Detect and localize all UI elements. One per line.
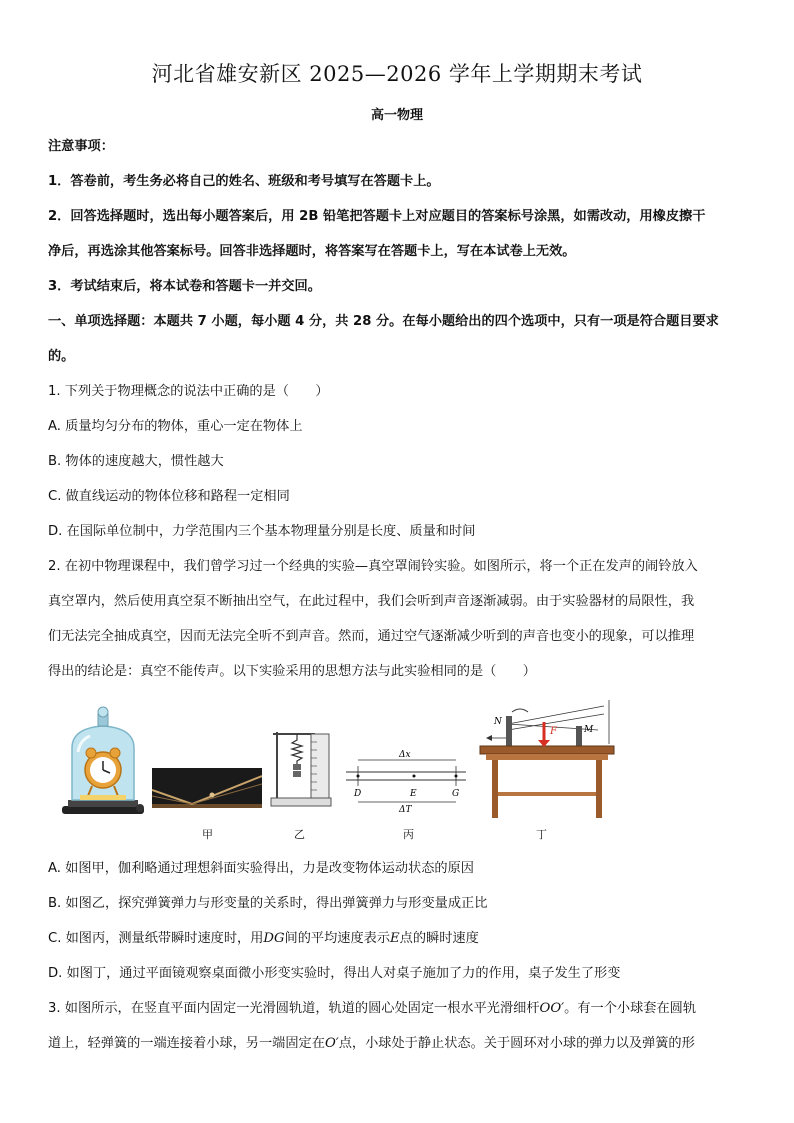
section-1-heading: 一、单项选择题：本题共 7 小题，每小题 4 分，共 28 分。在每小题给出的四个选项中，只有一项是符合题目要求: [48, 314, 719, 329]
notice-item-3: 3．考试结束后，将本试卷和答题卡一并交回。: [48, 279, 321, 294]
q2-option-b: B. 如图乙，探究弹簧弹力与形变量的关系时，得出弹簧弹力与形变量成正比: [48, 896, 488, 911]
q1-option-b: B. 物体的速度越大，惯性越大: [48, 454, 224, 469]
q2-stem-line-3: 们无法完全抽成真空，因而无法完全听不到声音。然而，通过空气逐渐减少听到的声音也变小的现象，可以推理: [48, 629, 695, 644]
var-oo-prime: OO′: [539, 1001, 565, 1016]
point-g-label: G: [452, 789, 460, 799]
q2-option-a: A. 如图甲，伽利略通过理想斜面实验得出，力是改变物体运动状态的原因: [48, 861, 474, 876]
figure-caption-bing: 丙: [403, 828, 414, 841]
mirror-m-label: M: [584, 725, 594, 735]
page-title: 河北省雄安新区 2025—2026 学年上学期期末考试: [151, 62, 643, 86]
figure-caption-jia: 甲: [202, 828, 213, 841]
point-d-label: D: [354, 789, 362, 799]
page-subtitle: 高一物理: [370, 108, 423, 123]
q1-stem: 1. 下列关于物理概念的说法中正确的是（ ）: [48, 384, 329, 399]
bell-jar-figure: [58, 700, 148, 825]
table-deformation-figure: [476, 700, 616, 825]
notice-item-2-cont: 净后，再选涂其他答案标号。回答非选择题时，将答案写在答题卡上，写在本试卷上无效。: [48, 244, 576, 259]
q2-stem-line-2: 真空罩内，然后使用真空泵不断抽出空气，在此过程中，我们会听到声音逐渐减弱。由于实验器材的局限性，我: [48, 594, 695, 609]
mirror-n-label: N: [494, 717, 502, 727]
q3-stem-line-1: 3. 如图所示，在竖直平面内固定一光滑圆轨道，轨道的圆心处固定一根水平光滑细杆OO′。有一个小球套在圆轨: [48, 1001, 697, 1016]
q3-stem-line-2: 道上，轻弹簧的一端连接着小球，另一端固定在O′点，小球处于静止状态。关于圆环对小球的弹力以及弹簧的形: [48, 1036, 695, 1051]
var-e: E: [390, 931, 400, 946]
var-dg: DG: [263, 931, 285, 946]
paper-tape-figure: [344, 700, 468, 825]
delta-t-label: ΔT: [399, 805, 412, 815]
q1-option-a: A. 质量均匀分布的物体，重心一定在物体上: [48, 419, 303, 434]
notice-item-1: 1．答卷前，考生务必将自己的姓名、班级和考号填写在答题卡上。: [48, 174, 440, 189]
q2-option-d: D. 如图丁，通过平面镜观察桌面微小形变实验时，得出人对桌子施加了力的作用，桌子发生了形变: [48, 966, 621, 981]
section-1-heading-cont: 的。: [48, 349, 75, 364]
inclined-plane-figure: [152, 700, 262, 825]
q1-option-c: C. 做直线运动的物体位移和路程一定相同: [48, 489, 290, 504]
q1-option-d: D. 在国际单位制中，力学范围内三个基本物理量分别是长度、质量和时间: [48, 524, 476, 539]
q2-stem-line-4: 得出的结论是：真空不能传声。以下实验采用的思想方法与此实验相同的是（ ）: [48, 664, 536, 679]
force-f-label: F: [550, 726, 557, 737]
point-e-label: E: [410, 789, 417, 799]
var-o-prime: O′: [324, 1036, 339, 1051]
spring-stand-figure: [265, 700, 337, 825]
figure-caption-yi: 乙: [294, 828, 305, 841]
notice-heading: 注意事项：: [48, 139, 114, 154]
notice-item-2: 2．回答选择题时，选出每小题答案后，用 2B 铅笔把答题卡上对应题目的答案标号涂黑，如需改动，用橡皮擦干: [48, 209, 706, 224]
delta-x-label: Δx: [399, 750, 411, 760]
q2-option-c: C. 如图丙，测量纸带瞬时速度时，用DG间的平均速度表示E点的瞬时速度: [48, 931, 479, 946]
figure-caption-ding: 丁: [536, 828, 547, 841]
q2-stem-line-1: 2. 在初中物理课程中，我们曾学习过一个经典的实验—真空罩闹铃实验。如图所示，将一个正在发声的闹铃放入: [48, 559, 698, 574]
